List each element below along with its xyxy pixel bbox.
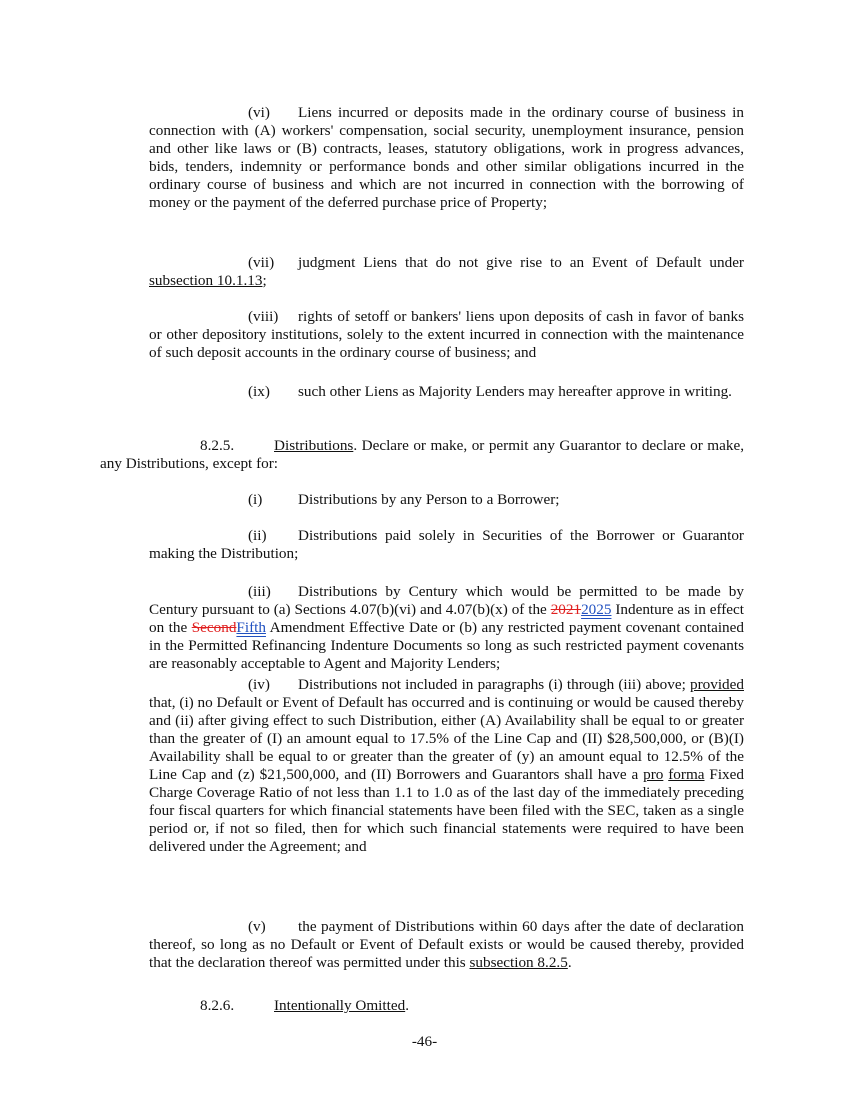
subsection-reference-link[interactable]: subsection 8.2.5 [469,954,568,971]
section-text: . Declare or make, or permit any Guarantor to declare or make, any Distributions, except for: [100,437,744,472]
clause-number: (v) [248,918,266,935]
clause-iii [149,583,744,673]
clause-punctuation: . [567,954,572,971]
clause-text: Liens incurred or deposits made in the ordinary course of business in connection with (A) workers' compensation, social security, unemployment insurance, pension and other like laws or (B) contracts, leases, statutory obligations, work in progress advances, bids, tenders, indemnity or performance bonds and other similar obligations incurred in the ordinary course of business and which are not incurred in connection with the borrowing of money or the payment of the deferred purchase price of Property; [149,104,744,211]
clause-iv [149,676,744,856]
clause-punctuation: ; [262,272,267,289]
clause-text-part: Distributions not included in paragraphs (i) through (iii) above; [298,676,690,693]
clause-vi [149,104,744,212]
clause-number: (viii) [248,308,279,325]
section-heading: Distributions [274,437,354,454]
clause-text: rights of setoff or bankers' liens upon deposits of cash in favor of banks or other depository institutions, solely to the extent incurred in connection with the maintenance of such deposit accounts in the ordinary course of business; and [149,308,744,361]
clause-text-part: Indenture as in effect on the [149,601,744,636]
provided-term: provided [690,676,744,693]
clause-text-part: Amendment Effective Date or (b) any restricted payment covenant contained in the Permitted Refinancing Indenture Documents so long as such restricted payment covenants are reasonably acceptable to Agent and Majority Lenders; [149,619,744,672]
pro-forma-term: pro [643,766,664,783]
clause-ix [149,383,744,401]
section-heading: Intentionally Omitted [274,997,406,1014]
clause-number: (i) [248,491,263,508]
clause-i [149,491,744,509]
pro-forma-term: forma [668,766,705,783]
clause-text: Distributions paid solely in Securities of the Borrower or Guarantor making the Distribution; [149,527,744,562]
subsection-reference-link[interactable]: subsection 10.1.13 [149,272,263,289]
clause-text-part: Fixed Charge Coverage Ratio of not less than 1.1 to 1.0 as of the last day of the immediately preceding four fiscal quarters for which financial statements have been filed with the SEC, taken as a single period or, if not so filed, then for which such financial statements were required to have been delivered under the Agreement; and [149,766,744,855]
clause-ii [149,527,744,563]
clause-text-part: that, (i) no Default or Event of Default has occurred and is continuing or would be caused thereby and (ii) after giving effect to such Distribution, either (A) Availability shall be equal to or greater than the greater of (I) an amount equal to 17.5% of the Line Cap and (II) $28,500,000, or (B)(I) Availability shall be equal to or greater than the greater of (y) an amount equal to 12.5% of the Line Cap and (z) $21,500,000, and (II) Borrowers and Guarantors shall have a [149,694,744,783]
section-number: 8.2.5. [200,437,235,454]
section-punctuation: . [405,997,409,1014]
clause-text: such other Liens as Majority Lenders may hereafter approve in writing. [298,383,732,400]
deleted-text: Second [191,619,237,636]
clause-number: (ix) [248,383,270,400]
clause-number: (iv) [248,676,270,693]
deleted-text: 2021 [550,601,582,618]
inserted-text: 2025 [581,601,612,618]
section-8-2-5 [100,437,744,473]
clause-text: Distributions by any Person to a Borrower; [298,491,560,508]
clause-text: judgment Liens that do not give rise to an Event of Default under [298,254,744,271]
clause-v [149,918,744,972]
clause-number: (vii) [248,254,275,271]
section-number: 8.2.6. [200,997,235,1014]
clause-number: (vi) [248,104,270,121]
section-8-2-6 [100,997,744,1015]
inserted-text: Fifth [236,619,266,636]
clause-viii [149,308,744,362]
clause-text-part: the payment of Distributions within 60 days after the date of declaration thereof, so long as no Default or Event of Default exists or would be caused thereby, provided that the declaration thereof was permitted under this [149,918,744,971]
page-number: -46- [411,1033,438,1050]
clause-number: (iii) [248,583,271,600]
clause-text-part: Distributions by Century which would be permitted to be made by Century pursuant to (a) Sections 4.07(b)(vi) and 4.07(b)(x) of the [149,583,744,618]
clause-vii [149,254,744,290]
clause-number: (ii) [248,527,267,544]
